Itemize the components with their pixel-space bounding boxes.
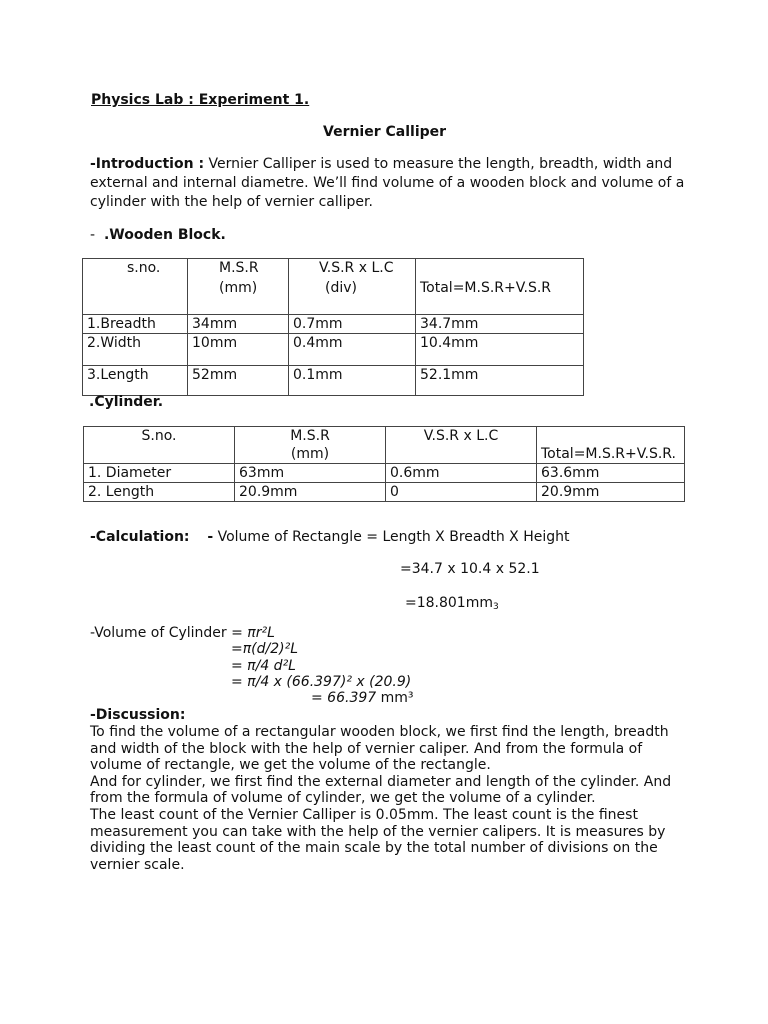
table-row — [83, 315, 584, 334]
table-cell: 2. Length — [84, 483, 235, 502]
cylinder-volume-unit: mm³ — [376, 690, 414, 706]
wooden-block-table — [82, 258, 584, 396]
page-subtitle: Vernier Calliper — [323, 124, 447, 140]
calculation-formula: Volume of Rectangle = Length X Breadth X Height — [217, 529, 570, 545]
cylinder-step-4 — [311, 690, 414, 706]
table-cell: 34.7mm — [416, 315, 584, 334]
table-cell: 2.Width — [83, 334, 188, 366]
table-cell: 1. Diameter — [84, 464, 235, 483]
table-cell: 0 — [386, 483, 537, 502]
header-cell — [537, 427, 685, 464]
header-total: Total=M.S.R+V.S.R. — [541, 446, 676, 462]
table-cell: 0.4mm — [289, 334, 416, 366]
wooden-dash: - — [90, 227, 96, 243]
header-cell — [84, 427, 235, 464]
calculation-step-2 — [405, 595, 499, 612]
wooden-block-heading — [90, 227, 226, 243]
cylinder-volume-line — [90, 625, 275, 641]
table-cell: 0.1mm — [289, 366, 416, 396]
table-row — [84, 483, 685, 502]
wooden-heading-text: .Wooden Block. — [103, 227, 226, 243]
table-cell: 1.Breadth — [83, 315, 188, 334]
header-sno: s.no. — [127, 260, 161, 276]
cylinder-heading: .Cylinder. — [89, 394, 164, 410]
table-cell: 3.Length — [83, 366, 188, 396]
header-cell — [83, 259, 188, 315]
cylinder-step-3: = π/4 x (66.397)² x (20.9) — [231, 674, 412, 690]
calculation-label: -Calculation: — [90, 529, 190, 545]
calculation-step-1: =34.7 x 10.4 x 52.1 — [400, 561, 540, 577]
table-row — [83, 334, 584, 366]
discussion-label: -Discussion: — [90, 707, 186, 723]
table-cell: 10.4mm — [416, 334, 584, 366]
table-row — [83, 366, 584, 396]
table-cell: 10mm — [188, 334, 289, 366]
cylinder-volume-label: -Volume of Cylinder = — [90, 625, 248, 641]
cylinder-table — [83, 426, 685, 502]
table-cell: 52.1mm — [416, 366, 584, 396]
table-cell: 0.6mm — [386, 464, 537, 483]
table-cell: 34mm — [188, 315, 289, 334]
header-total: Total=M.S.R+V.S.R — [420, 280, 552, 296]
page-title: Physics Lab : Experiment 1. — [91, 92, 310, 108]
introduction-paragraph — [90, 155, 690, 212]
header-cell — [416, 259, 584, 315]
header-msr: M.S.R — [219, 260, 259, 276]
calculation-result-unit: 3 — [493, 602, 499, 612]
introduction-text: Vernier Calliper is used to measure the length, breadth, width and external and internal diametre. We’ll find volume of a wooden block and volume of a cylinder with the help of vernier calliper. — [90, 156, 685, 210]
header-cell — [386, 427, 537, 464]
table-header-row — [83, 259, 584, 315]
calculation-line — [90, 529, 570, 545]
cylinder-step-1: =π(d/2)²L — [231, 641, 299, 657]
header-sno: S.no. — [141, 428, 177, 444]
table-cell: 63mm — [235, 464, 386, 483]
table-cell: 20.9mm — [235, 483, 386, 502]
header-msr-unit: (mm) — [219, 280, 258, 296]
table-row — [84, 464, 685, 483]
header-vsr: V.S.R x L.C — [319, 260, 394, 276]
calculation-result: =18.801mm — [405, 595, 493, 611]
calculation-dash: - — [207, 529, 214, 545]
header-vsr: V.S.R x L.C — [423, 428, 499, 444]
discussion-text: To find the volume of a rectangular wooden block, we first find the length, breadth and width of the block with the help of vernier caliper. And from the formula of volume of rectangle, we get the volume of the rectangle. And for cylinder, we first find the external diameter and length of the cylinder. And from the formula of volume of cylinder, we get the volume of a cylinder. The least count of the Vernier Calliper is 0.05mm. The least count is the finest measurement you can take with the help of the vernier calipers. It is measures by dividing the least count of the main scale by the total number of divisions on the vernier scale. — [90, 724, 672, 873]
table-cell: 63.6mm — [537, 464, 685, 483]
header-cell — [188, 259, 289, 315]
header-msr: M.S.R — [290, 428, 330, 444]
table-cell: 0.7mm — [289, 315, 416, 334]
table-cell: 52mm — [188, 366, 289, 396]
cylinder-step-2: = π/4 d²L — [231, 658, 296, 674]
cylinder-volume-formula: πr²L — [247, 625, 275, 641]
header-cell — [235, 427, 386, 464]
table-header-row — [84, 427, 685, 464]
introduction-label: -Introduction : — [90, 156, 205, 172]
cylinder-volume-value: = 66.397 — [311, 690, 377, 706]
table-cell: 20.9mm — [537, 483, 685, 502]
header-msr-unit: (mm) — [290, 446, 330, 462]
header-cell — [289, 259, 416, 315]
header-vsr-unit: (div) — [325, 280, 357, 296]
